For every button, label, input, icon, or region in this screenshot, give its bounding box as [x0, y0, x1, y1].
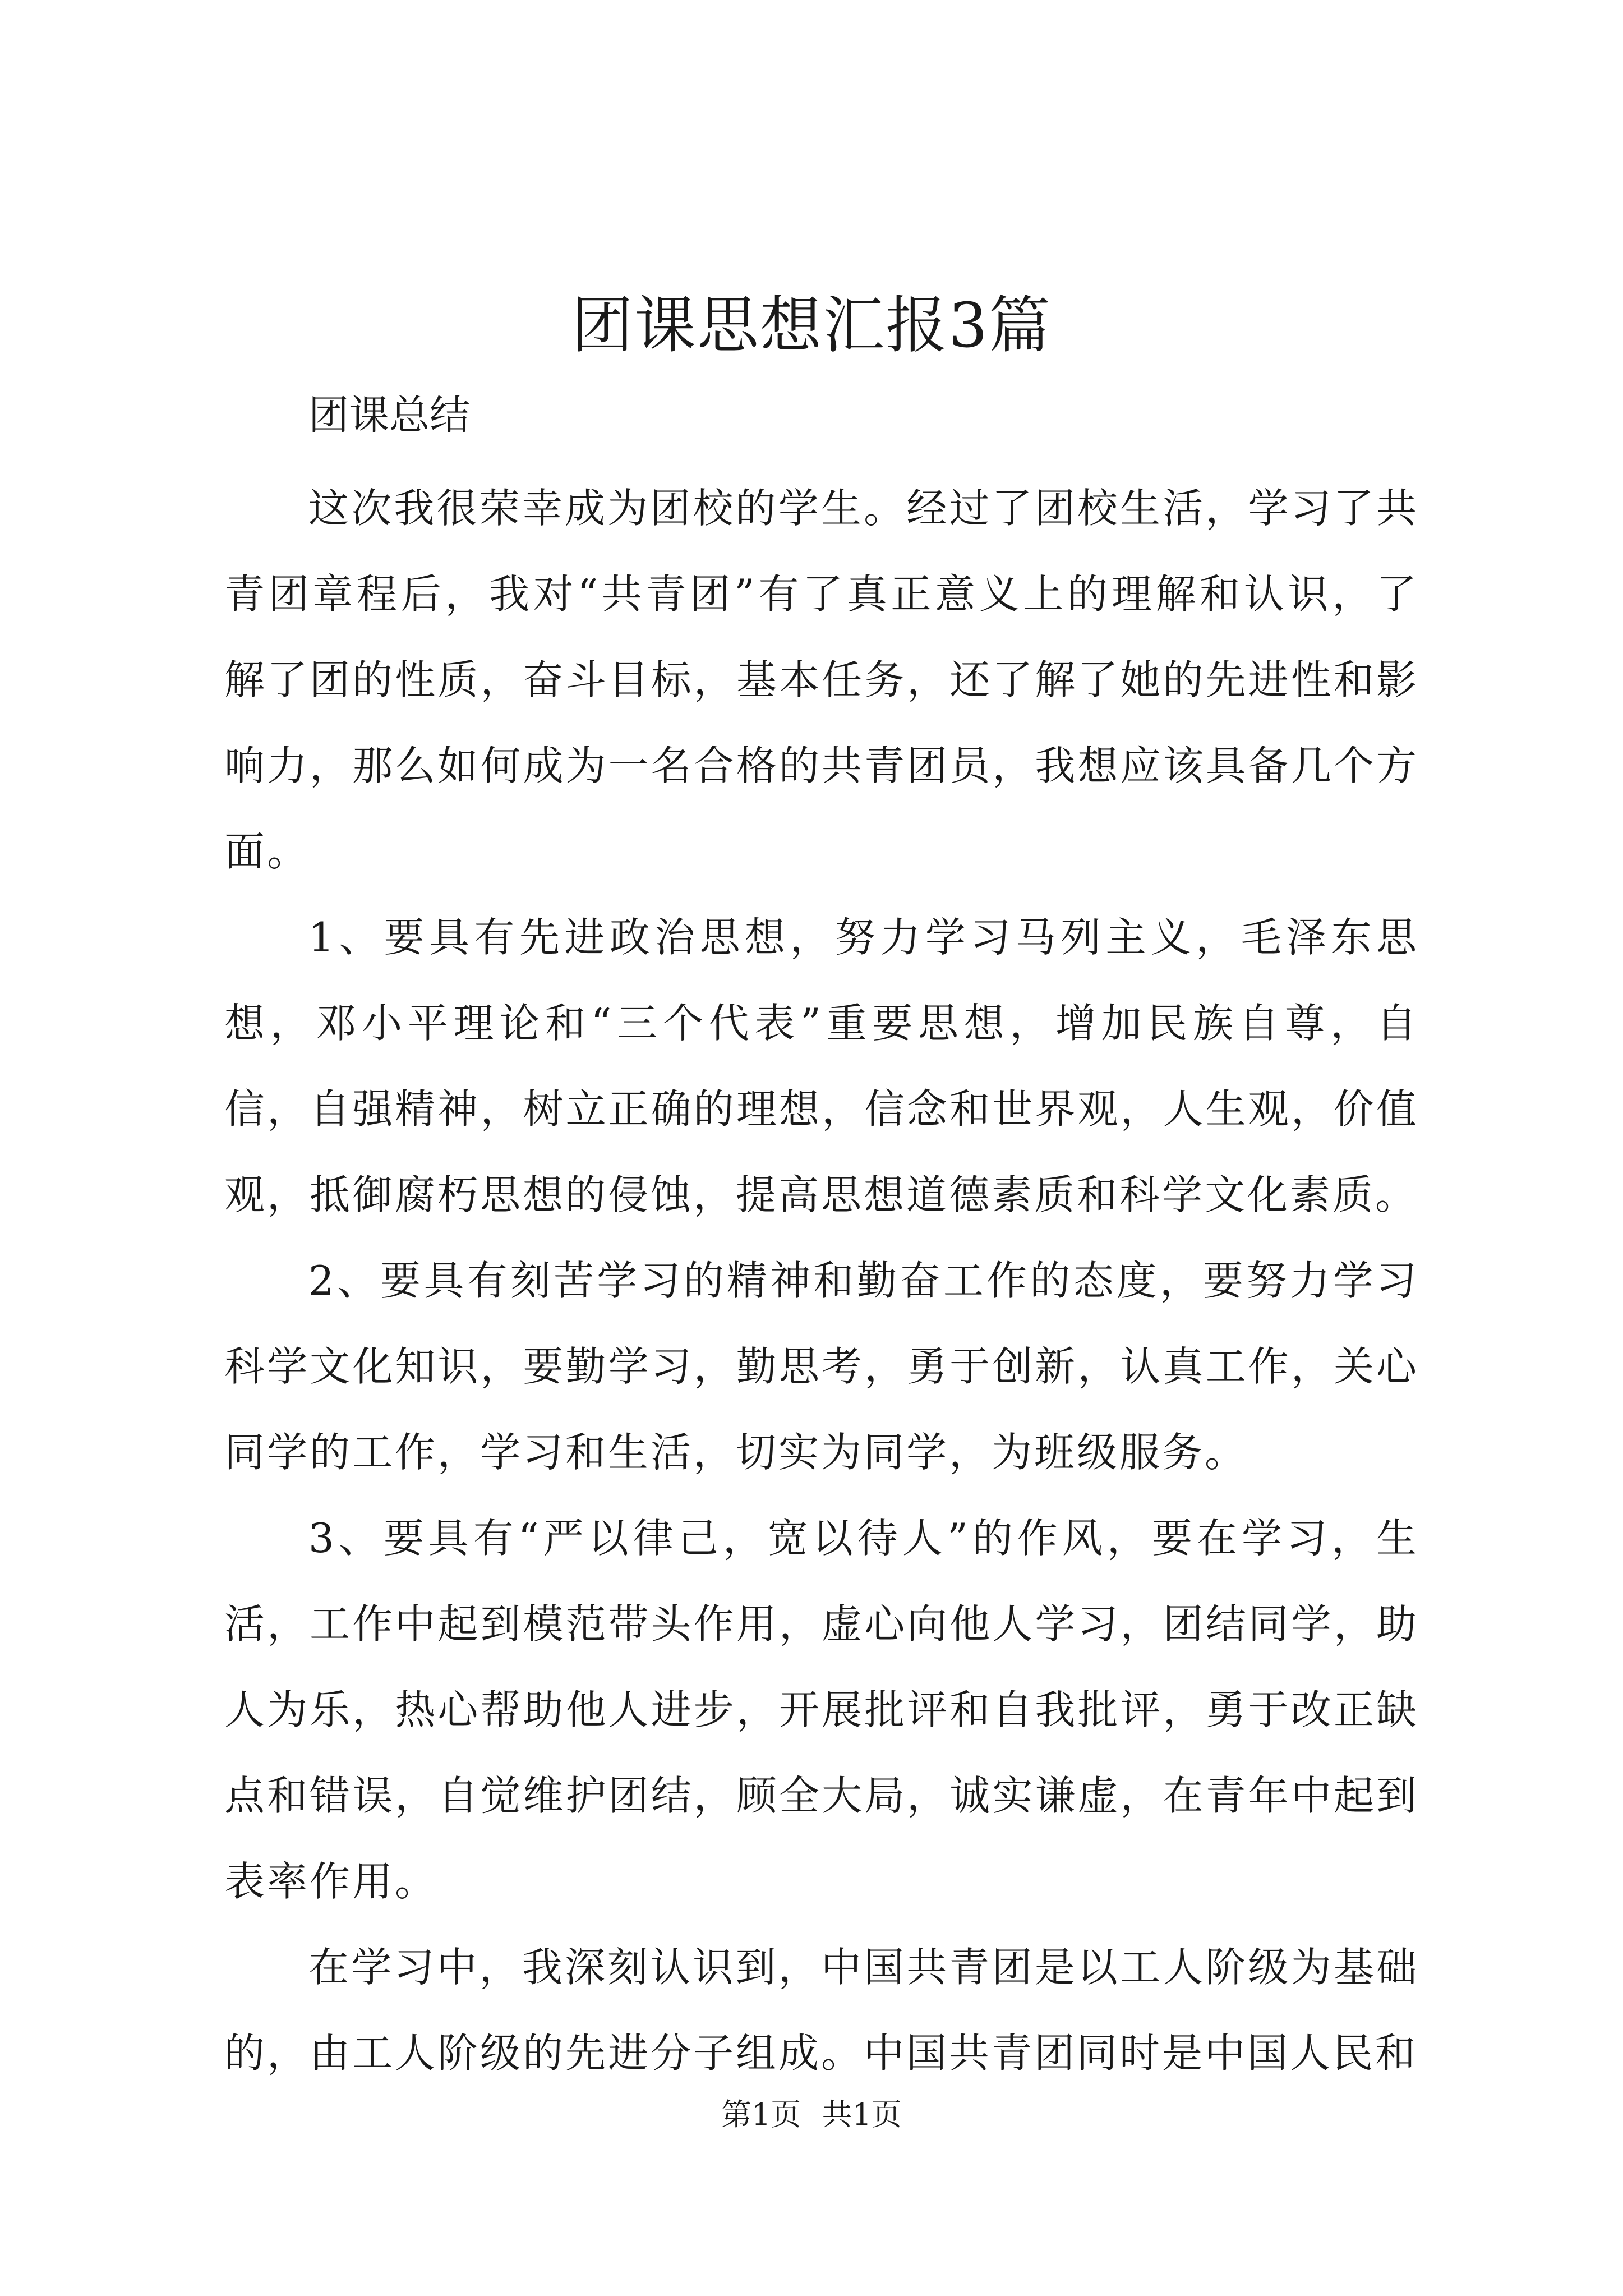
page-footer — [0, 2092, 1623, 2137]
body-text — [224, 466, 1419, 2096]
paragraph-point-1: 1、要具有先进政治思想，努力学习马列主义，毛泽东思想，邓小平理论和“三个代表”重要思想，增加民族自尊，自信，自强精神，树立正确的理想，信念和世界观，人生观，价值观，抵御腐朽思想的侵蚀，提高思想道德素质和科学文化素质。 — [224, 914, 1419, 1218]
page-total: 共1页 — [822, 2097, 902, 2132]
paragraph-point-2: 2、要具有刻苦学习的精神和勤奋工作的态度，要努力学习科学文化知识，要勤学习，勤思考，勇于创新，认真工作，关心同学的工作，学习和生活，切实为同学，为班级服务。 — [224, 1257, 1419, 1476]
paragraph-intro: 这次我很荣幸成为团校的学生。经过了团校生活，学习了共青团章程后，我对“共青团”有了真正意义上的理解和认识，了解了团的性质，奋斗目标，基本任务，还了解了她的先进性和影响力，那么如何成为一名合格的共青团员，我想应该具备几个方面。 — [224, 485, 1419, 875]
page-number: 第1页 — [721, 2097, 801, 2132]
paragraph-point-3: 3、要具有“严以律己，宽以待人”的作风，要在学习，生活，工作中起到模范带头作用，虚心向他人学习，团结同学，助人为乐，热心帮助他人进步，开展批评和自我批评，勇于改正缺点和错误，自觉维护团结，顾全大局，诚实谦虚，在青年中起到表率作用。 — [224, 1515, 1419, 1905]
document-title: 团课思想汇报3篇 — [571, 289, 1052, 361]
paragraph-conclusion: 在学习中，我深刻认识到，中国共青团是以工人阶级为基础的，由工人阶级的先进分子组成。中国共青团同时是中国人民和 — [224, 1944, 1419, 2077]
section-heading: 团课总结 — [308, 392, 471, 439]
